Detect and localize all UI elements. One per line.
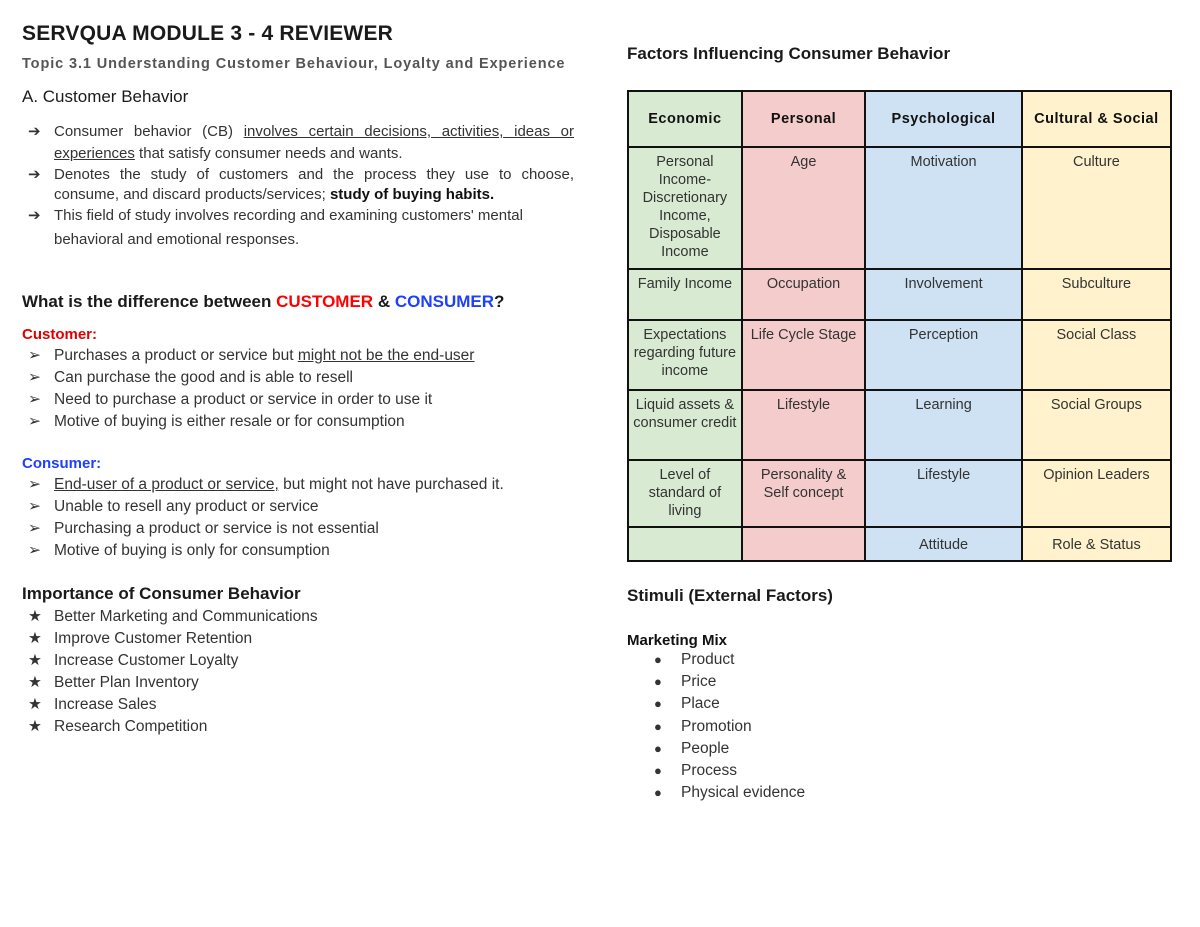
star-icon: ★ — [28, 696, 42, 713]
list-item: ➔ Denotes the study of customers and the process they use to choose, consume, and discard products/services; study of buying habits. — [28, 166, 574, 203]
table-row — [628, 147, 1171, 269]
table-cell: Attitude — [865, 527, 1022, 561]
list-item: ● Place — [681, 693, 1174, 715]
list-item: ★ Better Plan Inventory — [54, 672, 574, 694]
right-column — [627, 44, 1174, 804]
star-icon: ★ — [28, 652, 42, 669]
list-item: ● Process — [681, 760, 1174, 782]
section-a-heading: A. Customer Behavior — [22, 87, 189, 106]
bullet-dot-icon: ● — [654, 740, 662, 756]
triangle-arrow-icon: ➢ — [28, 369, 41, 386]
stimuli-heading: Stimuli (External Factors) — [627, 586, 833, 605]
table-cell — [742, 527, 866, 561]
list-item: ➢ Motive of buying is either resale or for consumption — [54, 411, 574, 433]
marketing-mix-list — [627, 649, 1174, 804]
importance-heading: Importance of Consumer Behavior — [22, 584, 301, 603]
table-cell: Life Cycle Stage — [742, 320, 866, 390]
table-cell: Personal Income- Discretionary Income, Disposable Income — [628, 147, 742, 269]
table-cell: Personality & Self concept — [742, 460, 866, 527]
table-cell: Perception — [865, 320, 1022, 390]
bullet-dot-icon: ● — [654, 652, 662, 667]
factors-table — [627, 90, 1172, 562]
table-cell: Family Income — [628, 269, 742, 320]
marketing-mix-label: Marketing Mix — [627, 632, 728, 649]
list-item: ★ Increase Sales — [54, 694, 574, 716]
table-row — [628, 527, 1171, 561]
header-cultural-social: Cultural & Social — [1022, 91, 1171, 147]
list-item: ● Promotion — [681, 716, 1174, 738]
table-cell: Subculture — [1022, 269, 1171, 320]
table-cell: Role & Status — [1022, 527, 1171, 561]
list-item: ➢ Motive of buying is only for consumption — [54, 540, 574, 562]
table-cell: Liquid assets & consumer credit — [628, 390, 742, 460]
table-cell — [628, 527, 742, 561]
triangle-arrow-icon: ➢ — [28, 391, 41, 408]
triangle-arrow-icon: ➢ — [28, 347, 41, 364]
consumer-list — [22, 474, 574, 562]
table-cell: Motivation — [865, 147, 1022, 269]
header-psychological: Psychological — [865, 91, 1022, 147]
header-economic: Economic — [628, 91, 742, 147]
list-item: ➢ Can purchase the good and is able to resell — [54, 367, 574, 389]
table-row — [628, 460, 1171, 527]
bullet-dot-icon: ● — [654, 674, 662, 690]
star-icon: ★ — [28, 608, 42, 625]
list-item: ➢ Unable to resell any product or service — [54, 496, 574, 518]
list-item: ● Product — [681, 649, 1174, 671]
left-column — [22, 22, 574, 738]
triangle-arrow-icon: ➢ — [28, 498, 41, 515]
triangle-arrow-icon: ➢ — [28, 520, 41, 537]
list-item: ➢ Need to purchase a product or service in order to use it — [54, 389, 574, 411]
list-item: ● Price — [681, 671, 1174, 693]
table-cell: Lifestyle — [742, 390, 866, 460]
list-item: ➢ Purchasing a product or service is not essential — [54, 518, 574, 540]
table-cell: Occupation — [742, 269, 866, 320]
topic-heading: Topic 3.1 Understanding Customer Behaviour, Loyalty and Experience — [22, 56, 566, 72]
page-title: SERVQUA MODULE 3 - 4 REVIEWER — [22, 22, 394, 45]
triangle-arrow-icon: ➢ — [28, 413, 41, 430]
triangle-arrow-icon: ➢ — [28, 542, 41, 559]
bullet-dot-icon: ● — [654, 696, 662, 712]
customer-behavior-list — [22, 121, 574, 252]
list-item: ➢ Purchases a product or service but might not be the end-user — [54, 345, 574, 367]
customer-label: Customer: — [22, 326, 98, 343]
table-row — [628, 320, 1171, 390]
list-item: ➢ End-user of a product or service, but might not have purchased it. — [54, 474, 574, 496]
star-icon: ★ — [28, 718, 42, 735]
table-row — [628, 390, 1171, 460]
difference-question: What is the difference between CUSTOMER & CONSUMER? — [22, 292, 505, 311]
customer-list — [22, 345, 574, 433]
table-cell: Expectations regarding future income — [628, 320, 742, 390]
table-cell: Involvement — [865, 269, 1022, 320]
table-header-row — [628, 91, 1171, 147]
table-cell: Social Groups — [1022, 390, 1171, 460]
table-cell: Level of standard of living — [628, 460, 742, 527]
list-item: ★ Improve Customer Retention — [54, 628, 574, 650]
table-cell: Social Class — [1022, 320, 1171, 390]
importance-list — [22, 606, 574, 738]
bullet-dot-icon: ● — [654, 785, 662, 801]
table-cell: Learning — [865, 390, 1022, 460]
list-item: ★ Better Marketing and Communications — [54, 606, 574, 628]
bullet-dot-icon: ● — [654, 718, 662, 734]
table-row — [628, 269, 1171, 320]
star-icon: ★ — [28, 630, 42, 647]
right-arrow-icon: ➔ — [28, 207, 41, 224]
list-item: ★ Increase Customer Loyalty — [54, 650, 574, 672]
list-item: ★ Research Competition — [54, 716, 574, 738]
right-arrow-icon: ➔ — [28, 123, 41, 140]
bullet-dot-icon: ● — [654, 763, 662, 779]
consumer-label: Consumer: — [22, 455, 102, 472]
table-cell: Opinion Leaders — [1022, 460, 1171, 527]
factors-heading: Factors Influencing Consumer Behavior — [627, 44, 951, 63]
triangle-arrow-icon: ➢ — [28, 476, 41, 493]
table-cell: Culture — [1022, 147, 1171, 269]
list-item: ➔ Consumer behavior (CB) involves certain decisions, activities, ideas or experiences that satisfy consumer needs and wants. — [28, 123, 575, 162]
header-personal: Personal — [742, 91, 866, 147]
table-cell: Lifestyle — [865, 460, 1022, 527]
right-arrow-icon: ➔ — [28, 166, 41, 183]
list-item: ● Physical evidence — [681, 782, 1174, 804]
table-cell: Age — [742, 147, 866, 269]
star-icon: ★ — [28, 674, 42, 691]
list-item: ● People — [681, 738, 1174, 760]
list-item: ➔ This field of study involves recording and examining customers' mental behavioral and emotional responses. — [54, 204, 574, 252]
